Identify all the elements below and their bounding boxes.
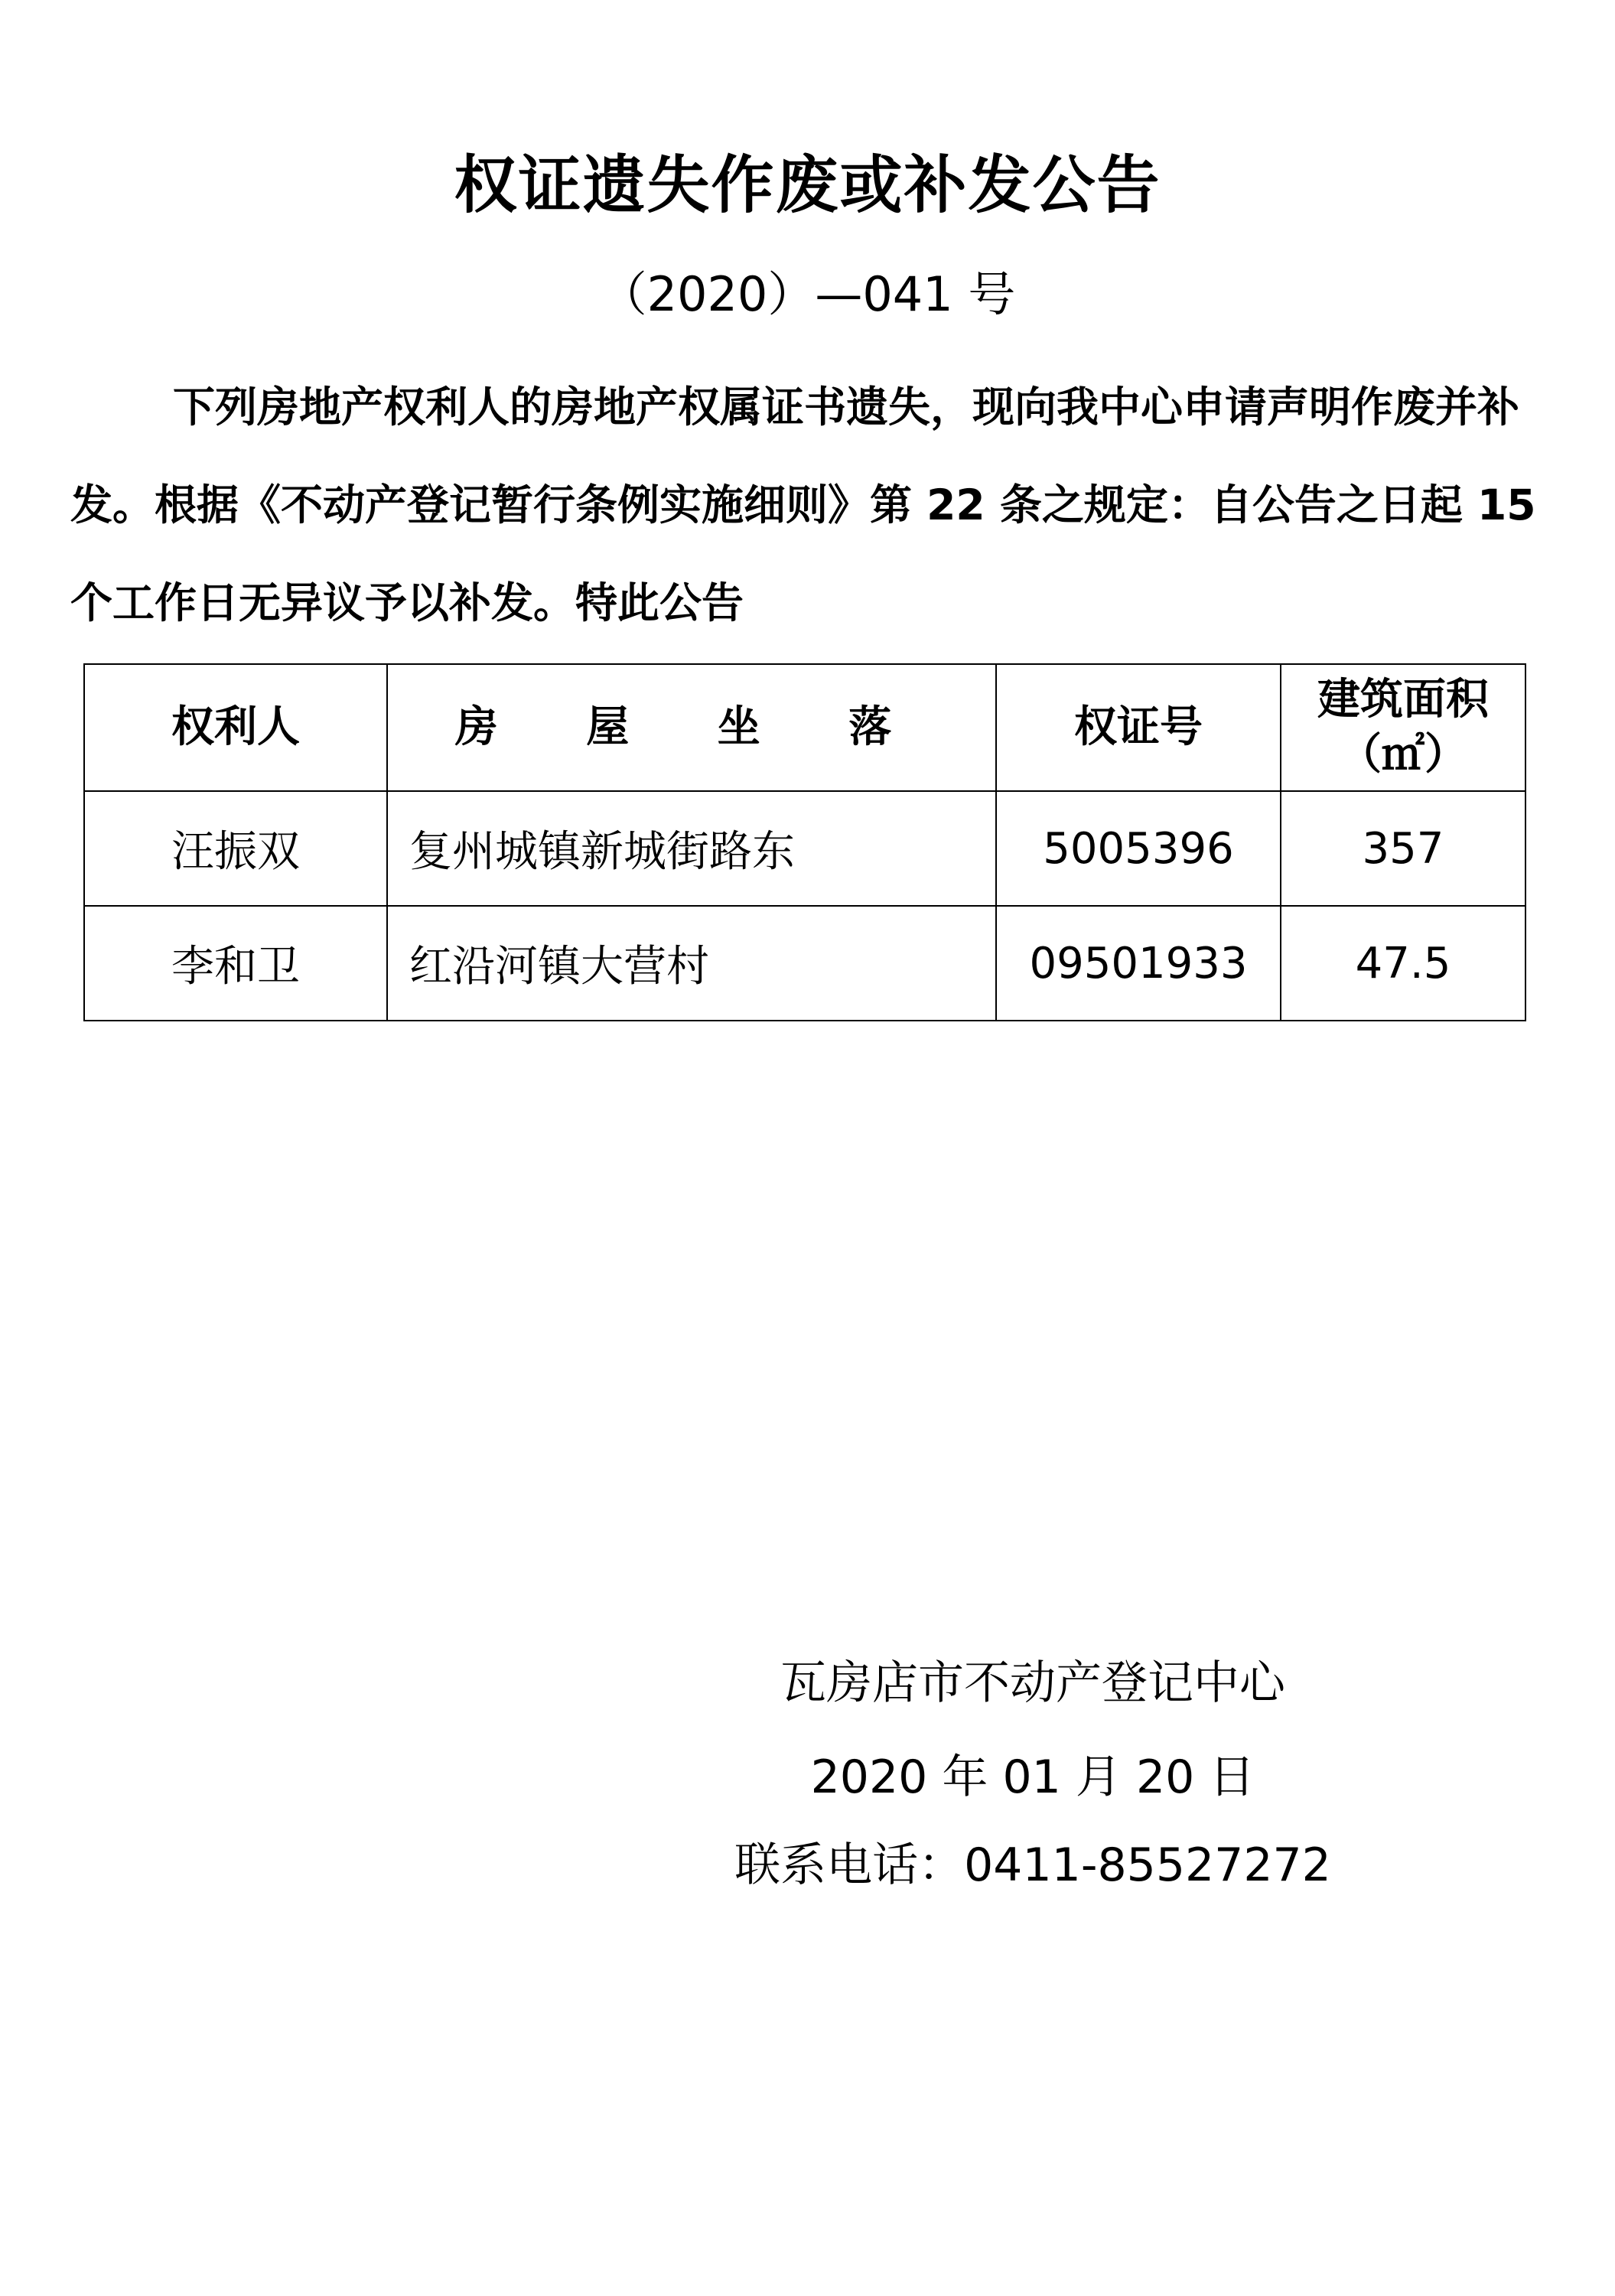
notice-title: 权证遗失作废或补发公告 [454, 149, 1161, 222]
cell-location: 红沿河镇大营村 [387, 906, 996, 1021]
header-area-unit: （㎡） [1339, 730, 1467, 780]
cell-area: 47.5 [1281, 906, 1525, 1021]
table-row [84, 791, 1525, 906]
cell-holder: 汪振双 [84, 791, 387, 906]
document-number: （2020）—041 号 [599, 266, 1016, 322]
header-location: 房 屋 坐 落 [387, 664, 996, 791]
issue-date: 2020 年 01 月 20 日 [810, 1750, 1255, 1804]
table-header-row [84, 664, 1525, 791]
contact-phone: 联系电话：0411-85527272 [734, 1838, 1331, 1892]
cell-cert-no: 5005396 [996, 791, 1281, 906]
table-row [84, 906, 1525, 1021]
records-table [83, 663, 1526, 1021]
notice-body: 下列房地产权利人的房地产权属证书遗失，现向我中心申请声明作废并补发。根据《不动产登记暂行条例实施细则》第 22 条之规定：自公告之日起 15 个工作日无异议予以补发。特此公告 [70, 383, 1536, 627]
cell-cert-no: 09501933 [996, 906, 1281, 1021]
cell-location: 复州城镇新城街路东 [387, 791, 996, 906]
cell-holder: 李和卫 [84, 906, 387, 1021]
cell-area: 357 [1281, 791, 1525, 906]
header-cert-no: 权证号 [996, 664, 1281, 791]
header-area [1281, 664, 1525, 791]
issuer-name: 瓦房店市不动产登记中心 [780, 1656, 1285, 1710]
header-area-label: 建筑面积 [1317, 675, 1489, 725]
header-holder: 权利人 [84, 664, 387, 791]
